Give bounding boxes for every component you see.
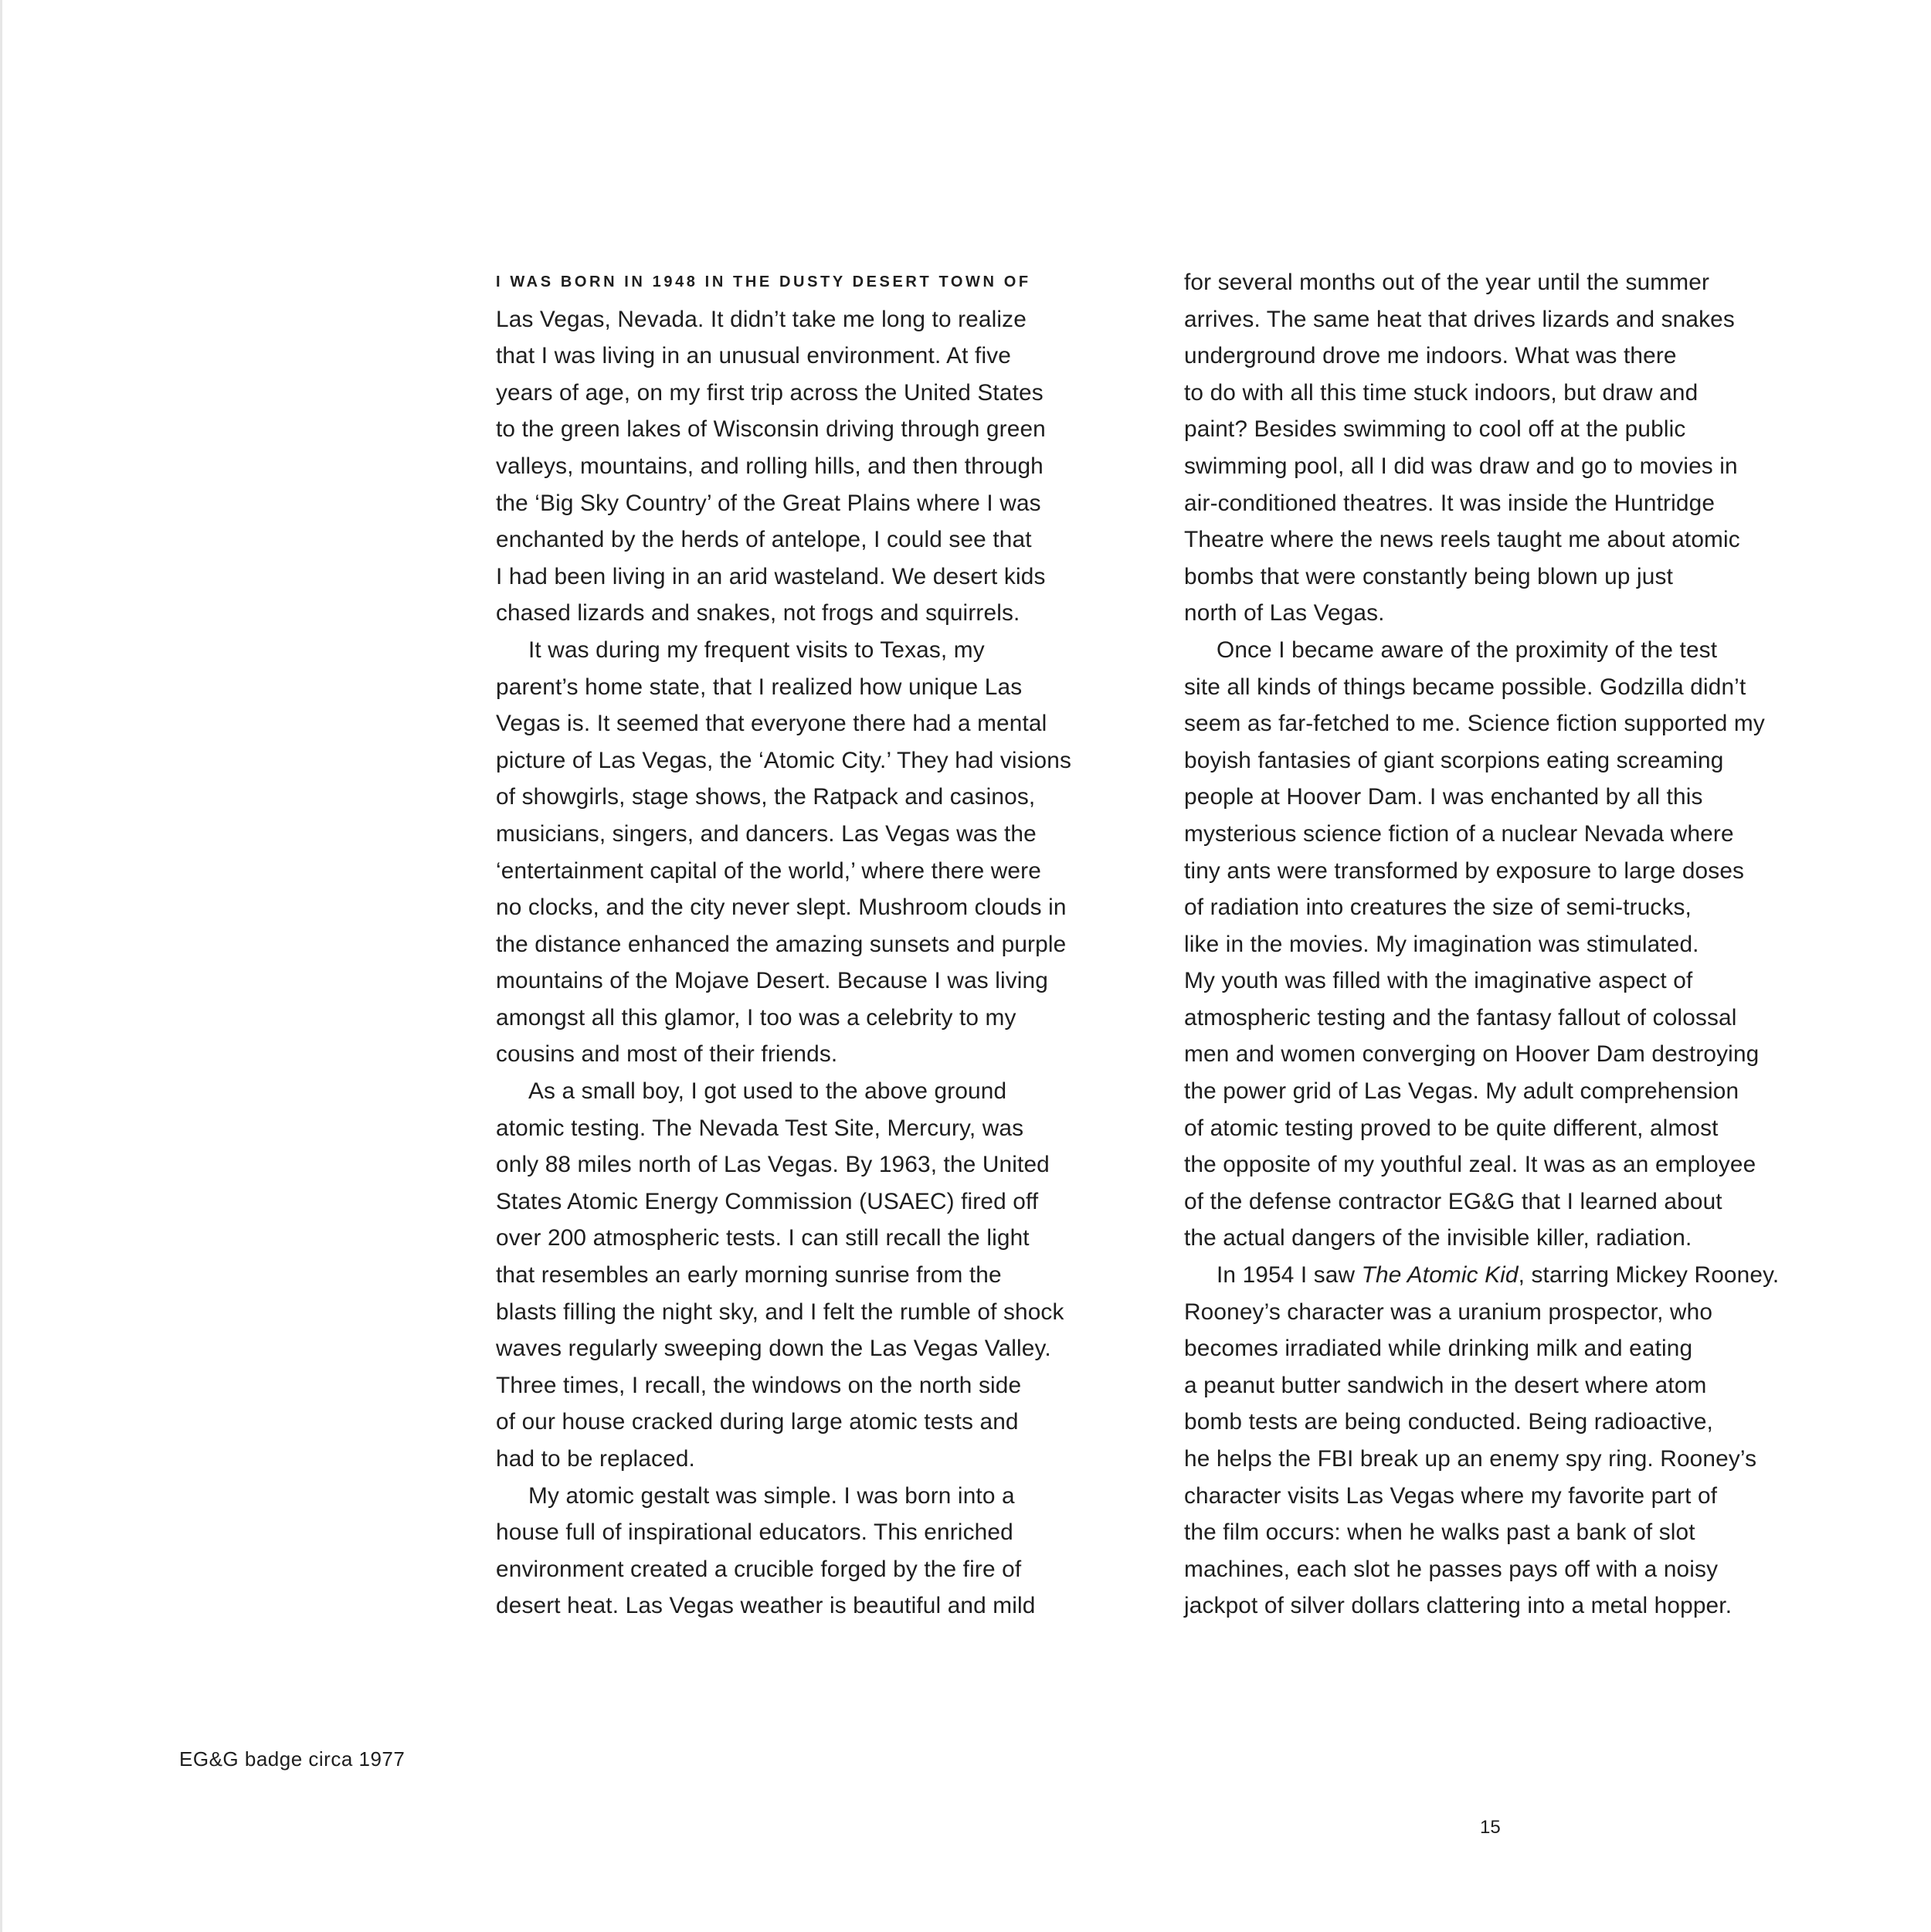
text-line: the actual dangers of the invisible killer, radiation. — [1184, 1225, 1692, 1251]
text-line: waves regularly sweeping down the Las Vegas Valley. — [496, 1336, 1051, 1362]
opening-smallcaps-line: I WAS BORN IN 1948 IN THE DUSTY DESERT TOWN OF — [496, 273, 1031, 290]
text-line: no clocks, and the city never slept. Mushroom clouds in — [496, 895, 1067, 921]
text-line: parent’s home state, that I realized how unique Las — [496, 674, 1023, 700]
text-line: atmospheric testing and the fantasy fallout of colossal — [1184, 1004, 1737, 1031]
text-line: bomb tests are being conducted. Being radioactive, — [1184, 1409, 1713, 1435]
text-line: the power grid of Las Vegas. My adult comprehension — [1184, 1078, 1739, 1105]
text-line: of our house cracked during large atomic tests and — [496, 1409, 1019, 1435]
text-line: enchanted by the herds of antelope, I could see that — [496, 527, 1032, 553]
text-line: cousins and most of their friends. — [496, 1041, 838, 1068]
text-line: desert heat. Las Vegas weather is beautiful and mild — [496, 1593, 1036, 1619]
right-column-lines — [1184, 264, 1779, 1257]
text-line: musicians, singers, and dancers. Las Vegas was the — [496, 820, 1037, 847]
text-line: environment created a crucible forged by the fire of — [496, 1556, 1022, 1582]
text-line: Three times, I recall, the windows on the north side — [496, 1372, 1022, 1398]
text-line: years of age, on my first trip across the United States — [496, 379, 1044, 406]
text-line: ‘entertainment capital of the world,’ where there were — [496, 857, 1041, 884]
text-line: of the defense contractor EG&G that I learned about — [1184, 1188, 1722, 1214]
text-line: character visits Las Vegas where my favorite part of — [1184, 1482, 1718, 1509]
text-line: the distance enhanced the amazing sunsets and purple — [496, 931, 1067, 957]
text-line: boyish fantasies of giant scorpions eating screaming — [1184, 747, 1724, 773]
page-number: 15 — [1480, 1817, 1501, 1838]
text-line: the film occurs: when he walks past a bank of slot — [1184, 1519, 1695, 1546]
text-line: It was during my frequent visits to Texas, my — [528, 637, 985, 663]
text-line: Rooney’s character was a uranium prospector, who — [1184, 1299, 1713, 1325]
text-line: he helps the FBI break up an enemy spy ring. Rooney’s — [1184, 1446, 1757, 1472]
text-line: valleys, mountains, and rolling hills, and then through — [496, 453, 1044, 479]
text-line: seem as far-fetched to me. Science fiction supported my — [1184, 711, 1765, 737]
text-line: like in the movies. My imagination was stimulated. — [1184, 931, 1699, 957]
text-line: amongst all this glamor, I too was a celebrity to my — [496, 1004, 1016, 1031]
text-line: Once I became aware of the proximity of the test — [1217, 637, 1718, 663]
text-line: to do with all this time stuck indoors, but draw and — [1184, 379, 1699, 406]
text-line: mysterious science fiction of a nuclear Nevada where — [1184, 820, 1734, 847]
text-run: , starring Mickey Rooney. — [1518, 1262, 1780, 1289]
text-line: the ‘Big Sky Country’ of the Great Plains where I was — [496, 490, 1041, 516]
text-line: chased lizards and snakes, not frogs and squirrels. — [496, 600, 1020, 626]
text-line: bombs that were constantly being blown up just — [1184, 563, 1673, 589]
page-edge-divider — [0, 0, 2, 1932]
text-line: a peanut butter sandwich in the desert where atom — [1184, 1372, 1707, 1398]
text-run: In 1954 I saw — [1217, 1262, 1362, 1289]
text-line: Las Vegas, Nevada. It didn’t take me long to realize — [496, 306, 1027, 332]
text-line: of showgirls, stage shows, the Ratpack and casinos, — [496, 784, 1036, 810]
text-column-right — [1184, 264, 1779, 1625]
text-line: As a small boy, I got used to the above ground — [528, 1078, 1007, 1105]
text-line: tiny ants were transformed by exposure to large doses — [1184, 857, 1745, 884]
text-line: that resembles an early morning sunrise from the — [496, 1262, 1002, 1289]
text-line: picture of Las Vegas, the ‘Atomic City.’ They had visions — [496, 747, 1072, 773]
right-column-lines-end — [1184, 1294, 1779, 1625]
text-line: underground drove me indoors. What was there — [1184, 343, 1677, 369]
text-line: of atomic testing proved to be quite different, almost — [1184, 1115, 1719, 1141]
text-line: north of Las Vegas. — [1184, 600, 1385, 626]
text-line: jackpot of silver dollars clattering into a metal hopper. — [1184, 1593, 1732, 1619]
text-line: people at Hoover Dam. I was enchanted by all this — [1184, 784, 1703, 810]
text-column-left — [496, 264, 1071, 1625]
text-line: to the green lakes of Wisconsin driving through green — [496, 416, 1046, 443]
text-line: Theatre where the news reels taught me about atomic — [1184, 527, 1740, 553]
text-line: only 88 miles north of Las Vegas. By 1963, the United — [496, 1152, 1050, 1178]
text-line: I had been living in an arid wasteland. We desert kids — [496, 563, 1046, 589]
text-line: States Atomic Energy Commission (USAEC) fired off — [496, 1188, 1039, 1214]
text-line: My atomic gestalt was simple. I was born into a — [528, 1482, 1015, 1509]
text-line: house full of inspirational educators. This enriched — [496, 1519, 1013, 1546]
text-line: site all kinds of things became possible. Godzilla didn’t — [1184, 674, 1746, 700]
text-line: My youth was filled with the imaginative aspect of — [1184, 968, 1693, 994]
text-line: swimming pool, all I did was draw and go to movies in — [1184, 453, 1738, 479]
text-line: mountains of the Mojave Desert. Because I was living — [496, 968, 1048, 994]
film-title: The Atomic Kid — [1361, 1262, 1519, 1289]
text-line: had to be replaced. — [496, 1446, 695, 1472]
text-line: over 200 atmospheric tests. I can still recall the light — [496, 1225, 1030, 1251]
image-caption: EG&G badge circa 1977 — [179, 1747, 406, 1771]
text-line: for several months out of the year until the summer — [1184, 270, 1710, 295]
text-line: machines, each slot he passes pays off with a noisy — [1184, 1556, 1719, 1582]
text-line: air-conditioned theatres. It was inside the Huntridge — [1184, 490, 1716, 516]
text-line: Vegas is. It seemed that everyone there had a mental — [496, 711, 1047, 737]
left-column-lines — [496, 301, 1071, 1625]
text-line: that I was living in an unusual environment. At five — [496, 343, 1012, 369]
text-line: atomic testing. The Nevada Test Site, Mercury, was — [496, 1115, 1024, 1141]
text-line: paint? Besides swimming to cool off at the public — [1184, 416, 1686, 443]
text-line: blasts filling the night sky, and I felt the rumble of shock — [496, 1299, 1064, 1325]
text-line: the opposite of my youthful zeal. It was as an employee — [1184, 1152, 1756, 1178]
paragraph-atomic-kid-opening — [1184, 1257, 1779, 1294]
text-line: of radiation into creatures the size of semi-trucks, — [1184, 895, 1692, 921]
text-line: becomes irradiated while drinking milk and eating — [1184, 1336, 1693, 1362]
text-line: men and women converging on Hoover Dam destroying — [1184, 1041, 1760, 1068]
text-line: arrives. The same heat that drives lizards and snakes — [1184, 306, 1735, 332]
